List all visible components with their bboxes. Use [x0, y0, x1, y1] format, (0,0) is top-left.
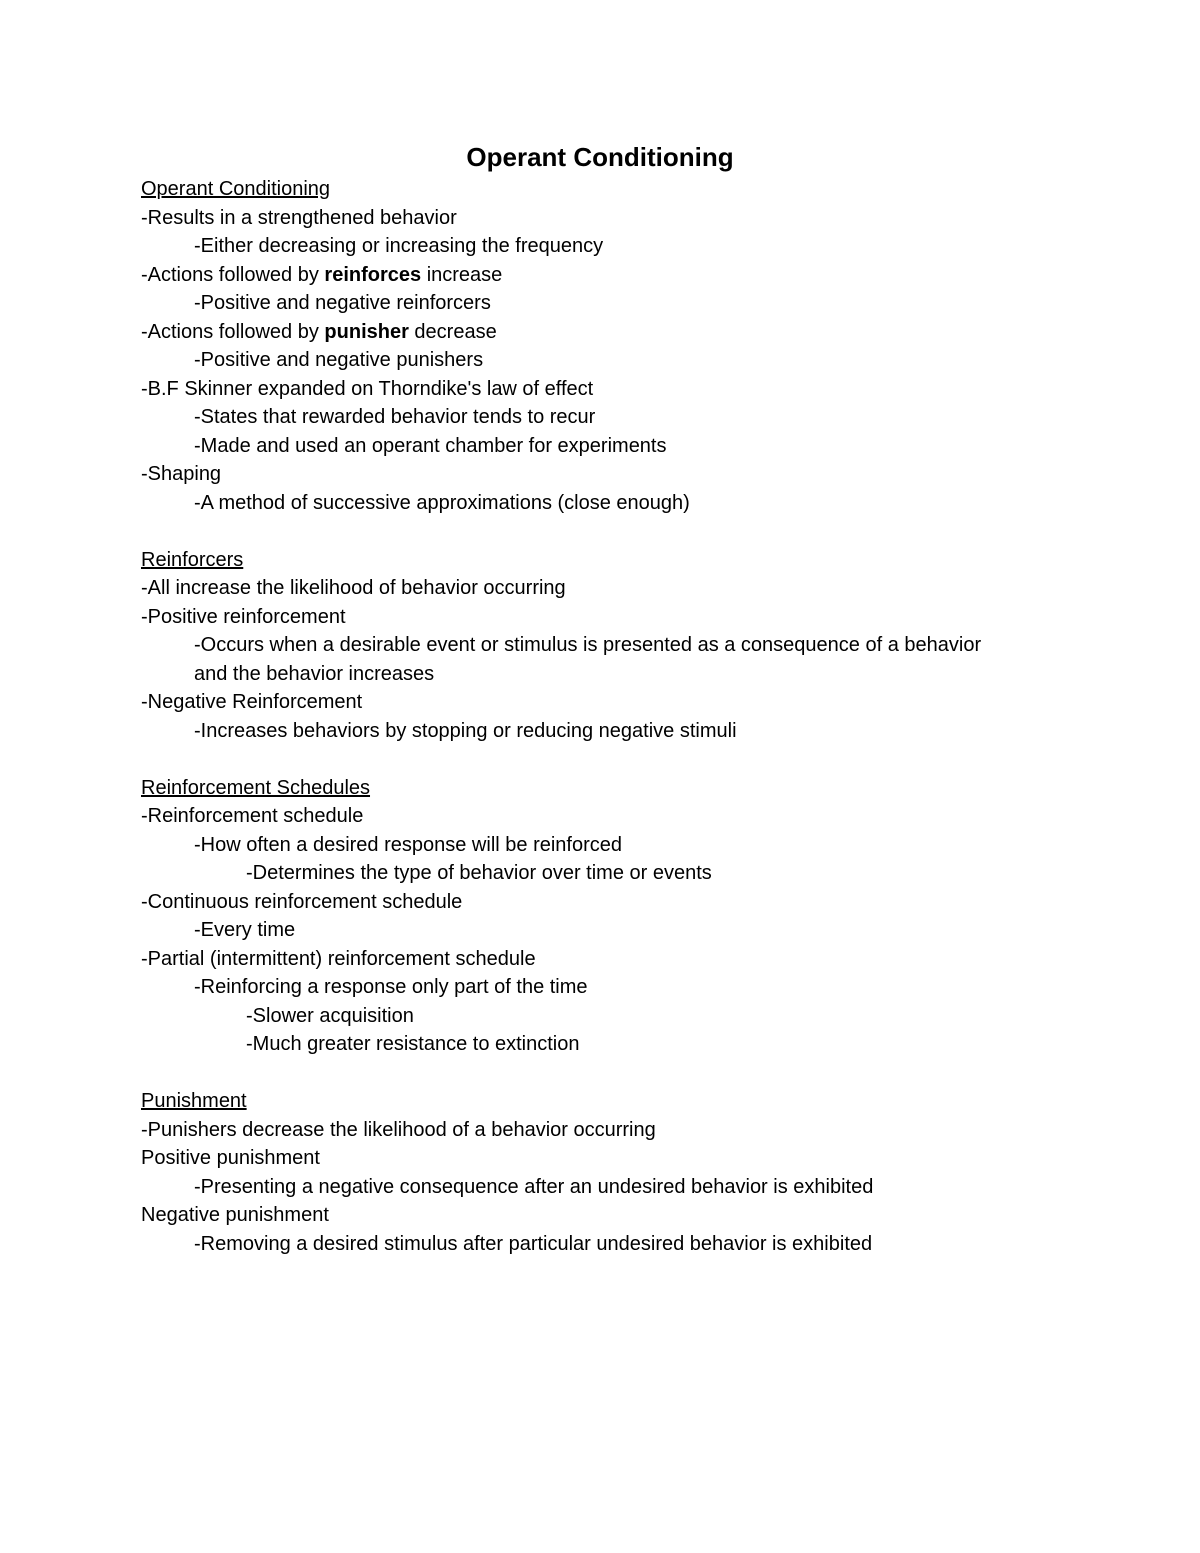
text-run: decrease: [408, 320, 497, 343]
list-item: -Presenting a negative consequence after an undesired behavior is exhibited: [194, 1175, 874, 1198]
section-heading-reinforcers: Reinforcers: [141, 548, 244, 571]
list-item: -Much greater resistance to extinction: [246, 1033, 580, 1055]
list-item: -Occurs when a desirable event or stimulus is presented as a consequence of a behavior: [194, 634, 982, 656]
list-item: -Made and used an operant chamber for experiments: [194, 434, 667, 457]
document-body: [141, 175, 1061, 1258]
page-title: Operant Conditioning: [466, 142, 734, 172]
spacer: [141, 517, 1061, 546]
list-item: -Results in a strengthened behavior: [141, 206, 457, 229]
list-item: -Slower acquisition: [246, 1004, 414, 1027]
bold-term-reinforces: reinforces: [324, 263, 422, 286]
text-run: increase: [421, 263, 503, 286]
list-item: -Reinforcing a response only part of the time: [194, 976, 588, 998]
list-item: -Either decreasing or increasing the frequency: [194, 235, 604, 257]
list-item: -States that rewarded behavior tends to recur: [194, 406, 596, 428]
text-run: -Actions followed by: [141, 263, 325, 286]
list-item: -B.F Skinner expanded on Thorndike's law of effect: [141, 377, 594, 400]
list-item: Negative punishment: [141, 1204, 329, 1226]
section-heading-punishment: Punishment: [141, 1090, 247, 1112]
list-item: -Reinforcement schedule: [141, 805, 364, 827]
list-item: -How often a desired response will be reinforced: [194, 833, 622, 856]
text-run: -Actions followed by: [141, 320, 325, 343]
list-item: [141, 261, 1061, 290]
list-item: -Continuous reinforcement schedule: [141, 890, 463, 913]
list-item: -A method of successive approximations (close enough): [194, 491, 690, 514]
list-item: -Shaping: [141, 463, 222, 485]
list-item: -Positive and negative reinforcers: [194, 292, 491, 314]
list-item: -Removing a desired stimulus after particular undesired behavior is exhibited: [194, 1232, 873, 1255]
list-item: -Positive reinforcement: [141, 605, 346, 628]
list-item: -Punishers decrease the likelihood of a behavior occurring: [141, 1118, 656, 1141]
spacer: [141, 1059, 1061, 1088]
section-heading-reinforcement-schedules: Reinforcement Schedules: [141, 776, 371, 799]
bold-term-punisher: punisher: [324, 320, 409, 343]
list-item: -Every time: [194, 919, 296, 941]
list-item: [141, 318, 1061, 347]
list-item-continuation: and the behavior increases: [194, 662, 435, 685]
section-heading-operant-conditioning: Operant Conditioning: [141, 178, 331, 200]
list-item: -Determines the type of behavior over time or events: [246, 862, 712, 884]
list-item: -All increase the likelihood of behavior occurring: [141, 577, 566, 599]
list-item: Positive punishment: [141, 1147, 320, 1169]
list-item: -Positive and negative punishers: [194, 349, 484, 371]
list-item: -Negative Reinforcement: [141, 691, 363, 713]
list-item: -Partial (intermittent) reinforcement schedule: [141, 947, 536, 970]
spacer: [141, 745, 1061, 774]
list-item: -Increases behaviors by stopping or reducing negative stimuli: [194, 719, 737, 742]
